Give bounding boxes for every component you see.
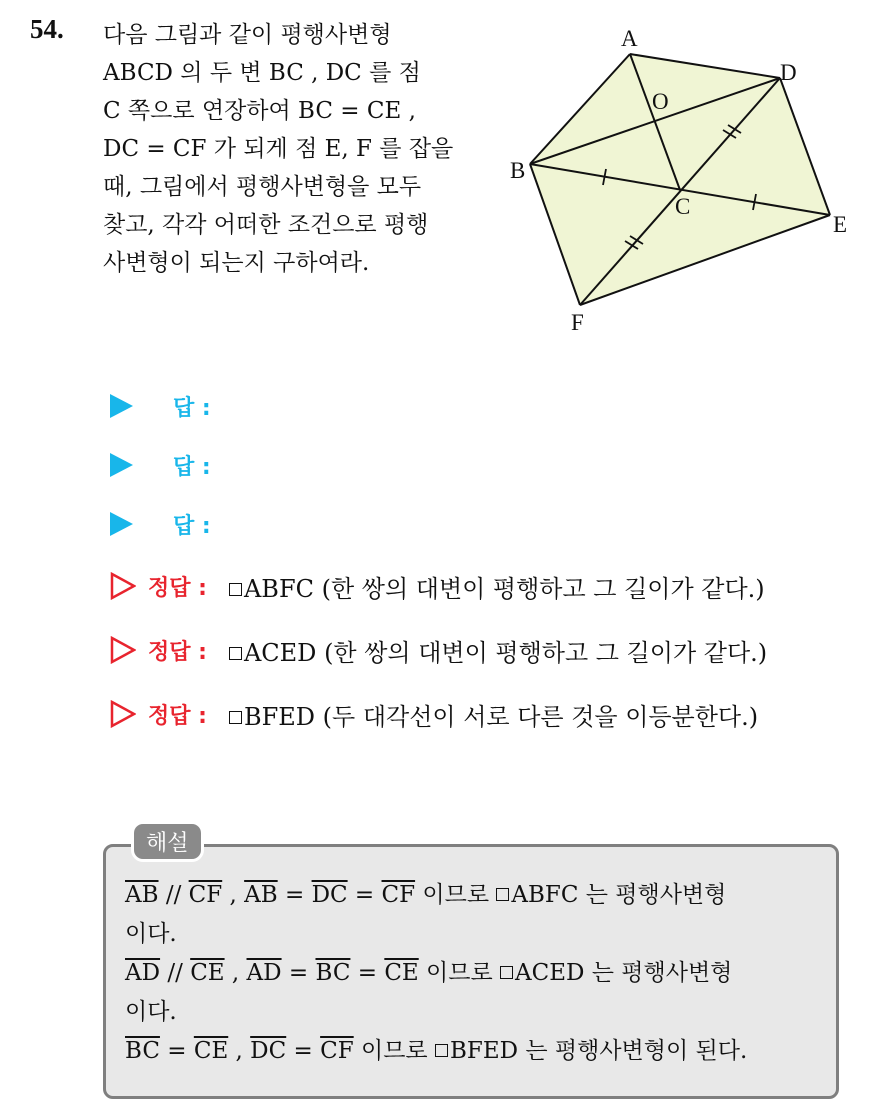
square-symbol-icon <box>229 647 242 660</box>
answer-row <box>110 447 211 483</box>
solution-shape: ACED <box>243 638 317 667</box>
explanation-line: 이다. <box>125 921 177 947</box>
play-triangle-icon <box>110 453 133 477</box>
solution-row <box>110 566 765 606</box>
solution-text <box>229 633 767 668</box>
question-line: 사변형이 되는지 구하여라. <box>103 250 370 276</box>
answer-row <box>110 506 211 542</box>
outline-triangle-icon <box>110 572 136 600</box>
label-F: F <box>571 310 584 335</box>
question-text <box>103 16 483 282</box>
explanation-line: 이다. <box>125 999 177 1025</box>
solution-label: 정답 : <box>148 703 207 729</box>
solution-label: 정답 : <box>148 575 207 601</box>
question-line: 다음 그림과 같이 평행사변형 <box>103 22 392 48</box>
parallelogram-figure <box>500 22 850 342</box>
explanation-text <box>125 876 835 1071</box>
solution-reason: (한 쌍의 대변이 평행하고 그 길이가 같다.) <box>316 638 768 667</box>
label-E: E <box>833 212 848 237</box>
label-B: B <box>510 158 526 183</box>
question-line: ABCD 의 두 변 BC , DC 를 점 <box>103 60 421 86</box>
square-symbol-icon <box>500 966 513 979</box>
question-line: 찾고, 각각 어떠한 조건으로 평행 <box>103 212 429 238</box>
explanation-line: $\overline{BC} = \overline{CE}$ , $\overline{DC} = \overline{CF}$ 이므로 BFED 는 평행사변형이 된다. <box>125 1038 748 1064</box>
solution-text <box>229 697 758 732</box>
answer-label: 답 : <box>173 513 211 539</box>
explanation-line: $\overline{AB} // \overline{CF}$ , $\overline{AB} = \overline{DC} = \overline{CF}$ 이므로 ABFC 는 평행사변형 <box>125 882 727 908</box>
question-line: DC = CF 가 되게 점 E, F 를 잡을 <box>103 136 454 162</box>
question-number: 54. <box>30 14 64 44</box>
label-O: O <box>652 89 669 114</box>
solution-row <box>110 630 767 670</box>
outline-triangle-icon <box>110 700 136 728</box>
square-symbol-icon <box>229 583 242 596</box>
play-triangle-icon <box>110 512 133 536</box>
solution-text <box>229 569 765 604</box>
explanation-tag: 해설 <box>131 821 204 862</box>
question-line: 때, 그림에서 평행사변형을 모두 <box>103 174 422 200</box>
square-symbol-icon <box>435 1044 448 1057</box>
solution-reason: (한 쌍의 대변이 평행하고 그 길이가 같다.) <box>313 574 765 603</box>
square-symbol-icon <box>229 711 242 724</box>
question-line: C 쪽으로 연장하여 BC = CE , <box>103 98 416 124</box>
label-C: C <box>675 194 691 219</box>
solution-row <box>110 694 758 734</box>
outline-triangle-icon <box>110 636 136 664</box>
answer-label: 답 : <box>173 395 211 421</box>
answer-label: 답 : <box>173 454 211 480</box>
label-A: A <box>621 26 638 51</box>
play-triangle-icon <box>110 394 133 418</box>
answer-row <box>110 388 211 424</box>
solution-label: 정답 : <box>148 639 207 665</box>
label-D: D <box>780 60 797 85</box>
solution-shape: BFED <box>243 702 316 731</box>
explanation-line: $\overline{AD} // \overline{CE}$ , $\overline{AD} = \overline{BC} = \overline{CE}$ 이므로 ACED 는 평행사변형 <box>125 960 733 986</box>
solution-shape: ABFC <box>243 574 314 603</box>
square-symbol-icon <box>496 888 509 901</box>
solution-reason: (두 대각선이 서로 다른 것을 이등분한다.) <box>315 702 759 731</box>
